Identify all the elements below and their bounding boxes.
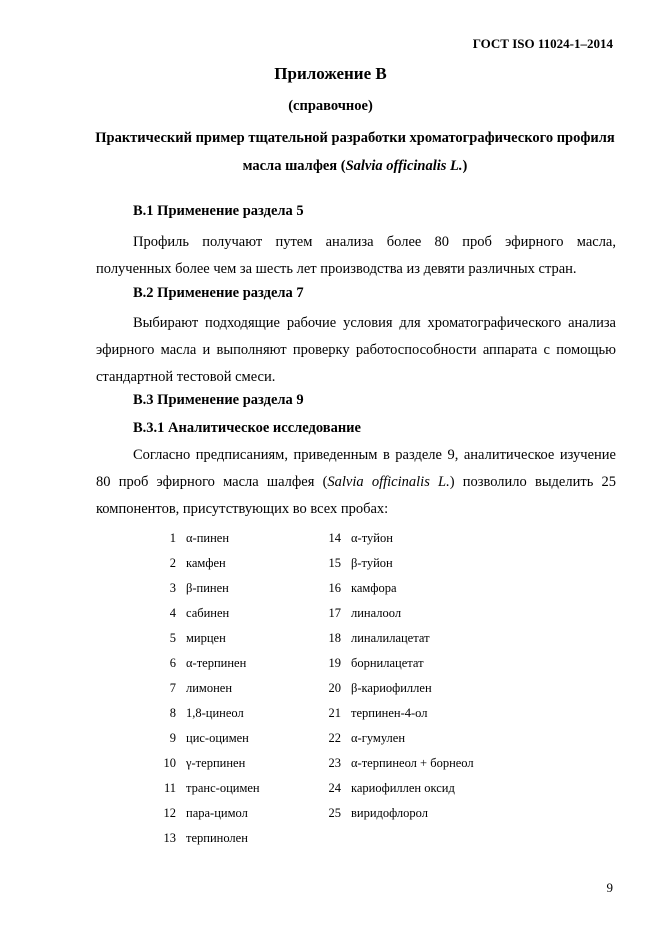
component-item xyxy=(150,778,260,798)
component-name: α-пинен xyxy=(186,531,230,545)
component-name: 1,8-цинеол xyxy=(186,706,244,720)
component-item xyxy=(315,803,428,823)
component-number: 22 xyxy=(328,731,341,745)
component-name: β-пинен xyxy=(186,581,229,595)
component-item xyxy=(150,803,248,823)
section-b31-text xyxy=(96,442,616,523)
component-name: α-терпинен xyxy=(186,656,247,670)
component-item xyxy=(150,578,229,598)
component-name: лимонен xyxy=(186,681,233,695)
component-item xyxy=(315,628,430,648)
component-name: транс-оцимен xyxy=(186,781,260,795)
component-item xyxy=(150,553,226,573)
subtitle-species: Salvia officinalis L. xyxy=(345,158,463,174)
component-item xyxy=(315,703,427,723)
component-item xyxy=(315,578,397,598)
appendix-kind: (справочное) xyxy=(288,98,373,114)
component-number: 24 xyxy=(328,781,341,795)
component-item xyxy=(315,553,393,573)
component-number: 4 xyxy=(169,606,176,620)
component-item xyxy=(150,678,232,698)
component-name: терпинолен xyxy=(186,831,248,845)
component-name: кариофиллен оксид xyxy=(351,781,455,795)
component-item xyxy=(150,728,249,748)
component-name: β-кариофиллен xyxy=(351,681,432,695)
component-item xyxy=(150,603,229,623)
component-name: цис-оцимен xyxy=(186,731,249,745)
subtitle-close: ) xyxy=(462,158,468,174)
component-name: камфора xyxy=(351,581,397,595)
component-number: 21 xyxy=(328,706,341,720)
component-item xyxy=(315,678,432,698)
appendix-subtitle xyxy=(90,124,620,180)
section-b3-heading: В.3 Применение раздела 9 xyxy=(133,392,304,408)
component-number: 12 xyxy=(163,806,176,820)
component-number: 14 xyxy=(328,531,341,545)
component-item xyxy=(315,728,405,748)
component-number: 18 xyxy=(328,631,341,645)
section-b2-text: Выбирают подходящие рабочие условия для хроматографического анализа эфирного масла и выполняют проверку работоспособности аппарата с помощью стандартной тестовой смеси. xyxy=(96,315,616,385)
b31-species: Salvia officinalis L. xyxy=(327,474,450,490)
appendix-title: Приложение В xyxy=(274,64,387,83)
component-name: α-гумулен xyxy=(351,731,406,745)
component-name: α-туйон xyxy=(351,531,393,545)
section-b1-heading: В.1 Применение раздела 5 xyxy=(133,203,304,219)
component-item xyxy=(150,703,244,723)
component-number: 7 xyxy=(169,681,176,695)
component-number: 6 xyxy=(169,656,176,670)
component-item xyxy=(315,653,424,673)
component-number: 23 xyxy=(328,756,341,770)
component-number: 8 xyxy=(169,706,176,720)
subtitle-text: Практический пример тщательной разработки хроматографического профиля масла шалфея ( xyxy=(95,130,615,174)
component-number: 2 xyxy=(169,556,176,570)
component-item xyxy=(150,753,245,773)
component-number: 15 xyxy=(328,556,341,570)
component-name: α-терпинеол + борнеол xyxy=(351,756,474,770)
component-number: 5 xyxy=(169,631,176,645)
section-b1-text: Профиль получают путем анализа более 80 проб эфирного масла, полученных более чем за шесть лет производства из девяти различных стран. xyxy=(96,234,616,277)
component-number: 20 xyxy=(328,681,341,695)
component-name: виридофлорол xyxy=(351,806,428,820)
component-item xyxy=(150,653,246,673)
section-b2-heading: В.2 Применение раздела 7 xyxy=(133,285,304,301)
component-name: линалилацетат xyxy=(351,631,430,645)
component-item xyxy=(315,778,455,798)
component-name: пара-цимол xyxy=(186,806,248,820)
component-name: γ-терпинен xyxy=(186,756,246,770)
component-item xyxy=(315,528,393,548)
component-name: мирцен xyxy=(186,631,226,645)
component-item xyxy=(150,628,226,648)
component-list xyxy=(150,528,510,853)
component-name: линалоол xyxy=(351,606,402,620)
component-number: 11 xyxy=(163,781,176,795)
component-item xyxy=(150,828,248,848)
component-number: 17 xyxy=(328,606,341,620)
component-number: 10 xyxy=(163,756,176,770)
section-b31-heading: В.3.1 Аналитическое исследование xyxy=(133,420,361,436)
component-number: 13 xyxy=(163,831,176,845)
component-number: 19 xyxy=(328,656,341,670)
b31-text-start: Согласно предписаниям, приведенным в разделе 9, аналитическое изучение 80 проб эфирного масла шалфея ( xyxy=(96,447,616,490)
component-item xyxy=(150,528,229,548)
component-item xyxy=(315,603,401,623)
component-name: терпинен-4-ол xyxy=(351,706,428,720)
b31-text-end: ) позволило выделить 25 компонентов, присутствующих во всех пробах: xyxy=(96,474,617,517)
component-number: 3 xyxy=(169,581,176,595)
component-number: 25 xyxy=(328,806,341,820)
component-number: 1 xyxy=(169,531,176,545)
component-name: β-туйон xyxy=(351,556,393,570)
component-number: 16 xyxy=(328,581,341,595)
component-item xyxy=(315,753,474,773)
component-name: камфен xyxy=(186,556,226,570)
standard-code: ГОСТ ISO 11024-1–2014 xyxy=(472,36,613,51)
component-name: сабинен xyxy=(186,606,230,620)
component-name: борнилацетат xyxy=(351,656,424,670)
page-number: 9 xyxy=(606,880,613,895)
component-number: 9 xyxy=(169,731,176,745)
